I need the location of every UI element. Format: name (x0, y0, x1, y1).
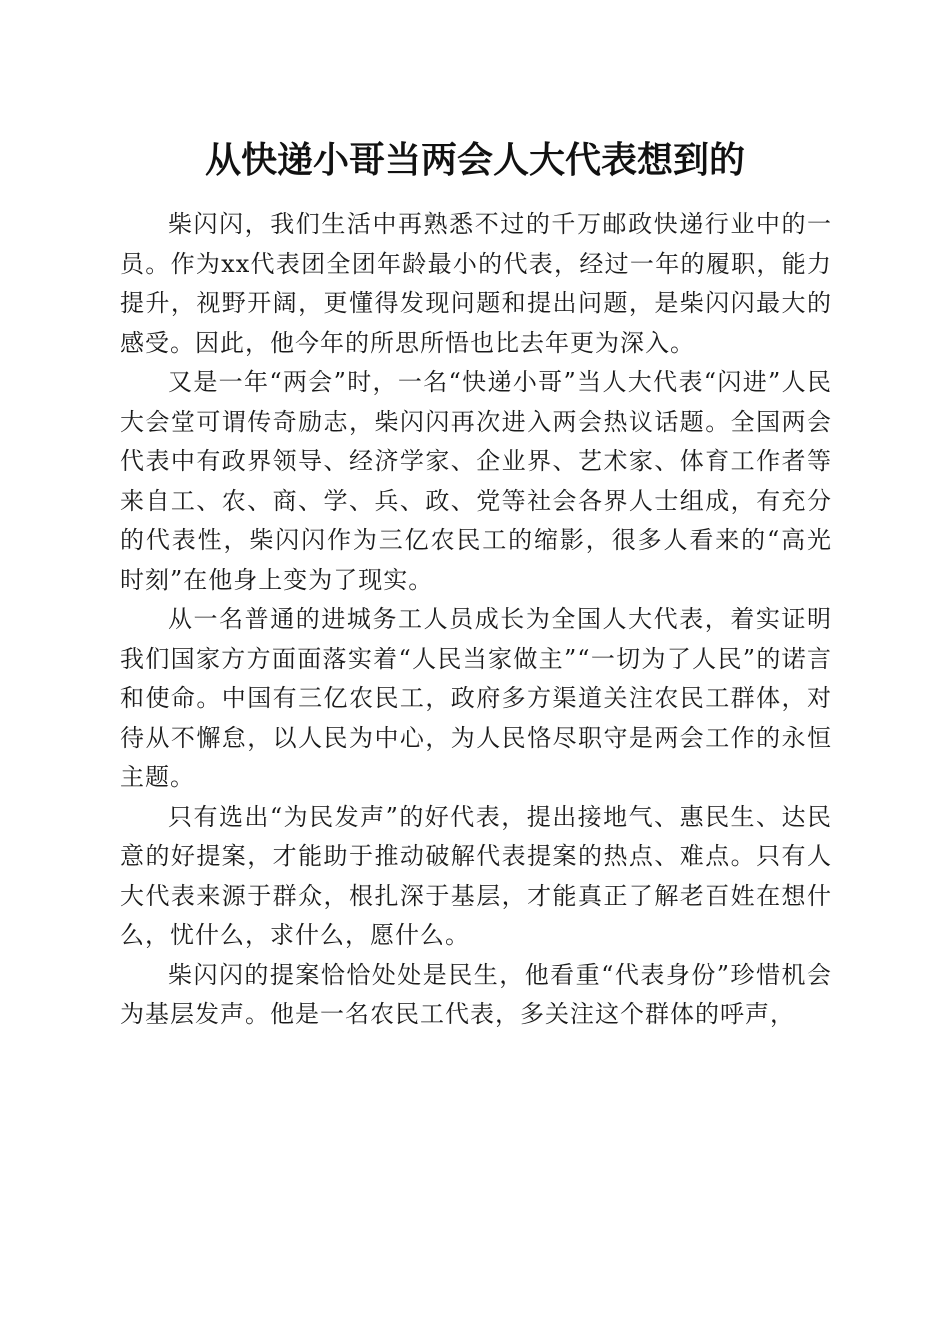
document-title: 从快递小哥当两会人大代表想到的 (204, 139, 745, 181)
paragraph-1: 柴闪闪，我们生活中再熟悉不过的千万邮政快递行业中的一员。作为xx代表团全团年龄最小的代表，经过一年的履职，能力提升，视野开阔，更懂得发现问题和提出问题，是柴闪闪最大的感受。因此，他今年的所思所悟也比去年更为深入。 (120, 210, 832, 357)
paragraph-5: 柴闪闪的提案恰恰处处是民生，他看重“代表身份”珍惜机会为基层发声。他是一名农民工代表，多关注这个群体的呼声， (120, 960, 832, 1028)
paragraph-2: 又是一年“两会”时，一名“快递小哥”当人大代表“闪进”人民大会堂可谓传奇励志，柴闪闪再次进入两会热议话题。全国两会代表中有政界领导、经济学家、企业界、艺术家、体育工作者等来自工、农、商、学、兵、政、党等社会各界人士组成，有充分的代表性，柴闪闪作为三亿农民工的缩影，很多人看来的“高光时刻”在他身上变为了现实。 (120, 368, 832, 594)
document-body (120, 205, 832, 1035)
paragraph-4: 只有选出“为民发声”的好代表，提出接地气、惠民生、达民意的好提案，才能助于推动破解代表提案的热点、难点。只有人大代表来源于群众，根扎深于基层，才能真正了解老百姓在想什么，忧什么，求什么，愿什么。 (120, 802, 832, 949)
paragraph-3: 从一名普通的进城务工人员成长为全国人大代表，着实证明我们国家方方面面落实着“人民当家做主”“一切为了人民”的诺言和使命。中国有三亿农民工，政府多方渠道关注农民工群体，对待从不懈怠，以人民为中心，为人民恪尽职守是两会工作的永恒主题。 (120, 605, 832, 791)
